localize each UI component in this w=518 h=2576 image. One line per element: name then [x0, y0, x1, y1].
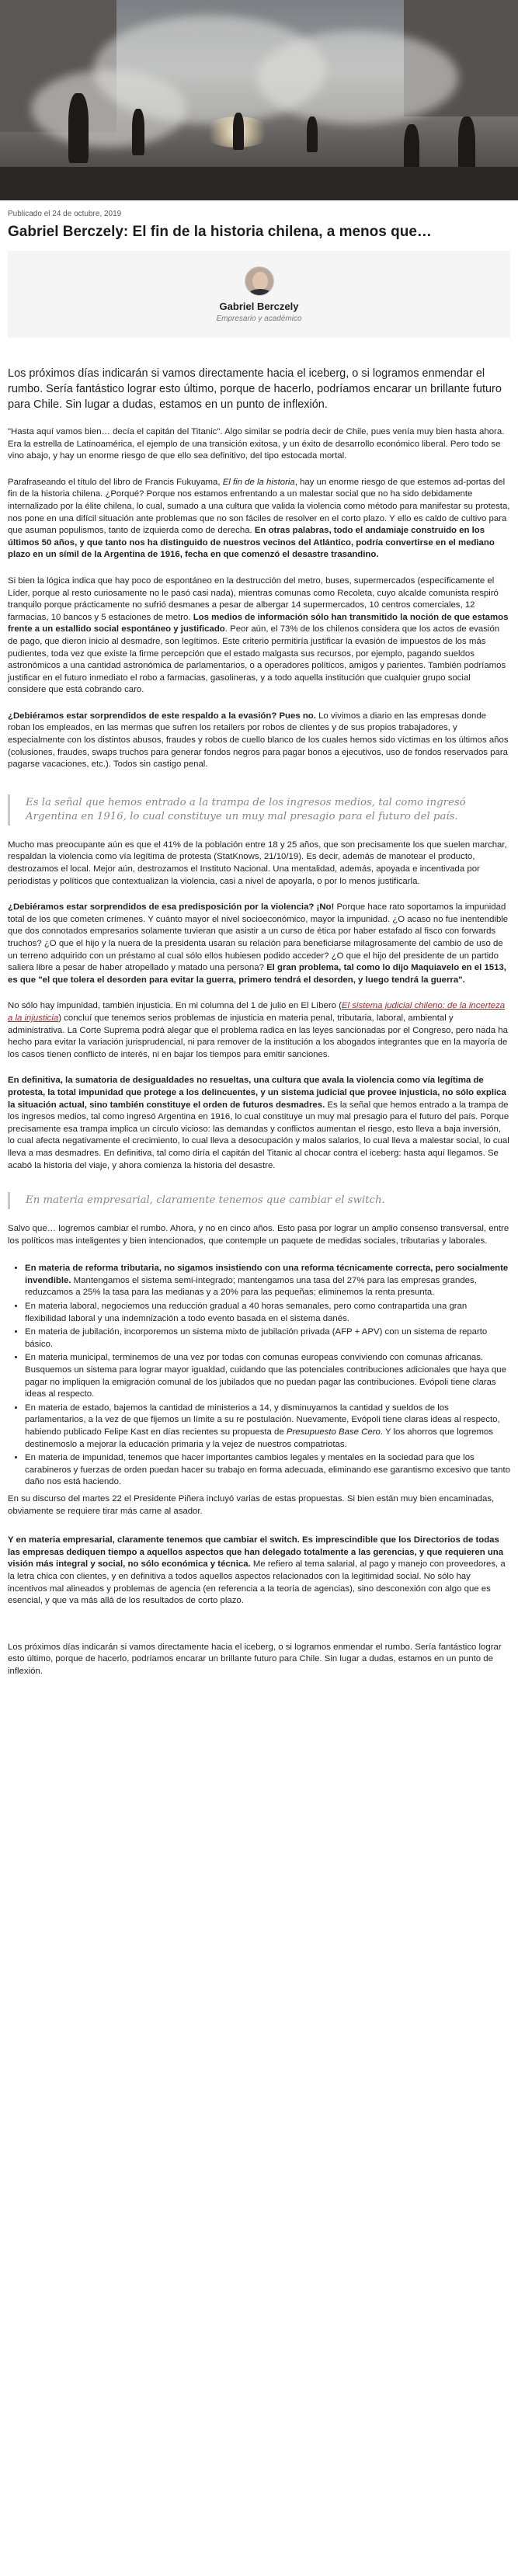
- pull-quote: Es la señal que hemos entrado a la trampa de los ingresos medios, tal como ingresó Argentina en 1916, lo cual constituye un muy mal presagio para el futuro del país.: [8, 794, 510, 826]
- column-link[interactable]: El sistema judicial chileno: de la incerteza a la injusticia: [8, 1001, 506, 1023]
- paragraph: Si bien la lógica indica que hay poco de espontáneo en la destrucción del metro, buses, supermercados (específicamente el Líder, porque al resto curiosamente no le pasó casi nada), mientras comunas como Recoleta, cuyo alcalde comunista respiró tranquilo porque prácticamente no sufrió desmanes a pesar de albergar 14 supermercados, 10 centros comerciales, 12 farmacias, 10 bancos y 5 estaciones de metro. Los medios de información sólo han transmitido la noción de que estamos frente a un estallido social espontáneo y justificado. Peor aún, el 73% de los chilenos considera que los actos de evasión de pago, que dieron inicio al desmadre, son legítimos. Este criterio permitiría justificar la evasión de impuestos de los más pudientes, toda vez que existe la firme percepción que el estado malgasta sus recursos, por ejemplo, pagando sueldos astronómicos a una cantidad astronómica de parlamentarios, o a operadores políticos, amigos y parientes. También podríamos justificar en el futuro inmediato el robo a farmacias, gasolineras, y a todo aquella institución que cualquier grupo social considere que está cobrando caro.: [8, 575, 509, 695]
- list-item: • En materia municipal, terminemos de una vez por todas con comunas europeas conviviendo con comunas africanas. Busquemos un sistema para lograr mayor igualdad, cuidando que las potenciales contribuciones adicionales que haya que pagar no impliquen la emigración comunal de los jubilados que no puedan pagar las contribuciones. Evópoli tiene claras ideas al respecto.: [25, 1352, 510, 1400]
- paragraph: Y en materia empresarial, claramente tenemos que cambiar el switch. Es imprescindible que los Directorios de todas las empresas dediquen tiempo a aquellos aspectos que han delegado totalmente a las gerencias, y que requieren una visión más integral y social, no sólo económica y técnica. Me refiero al tema salarial, al pago y manejo con proveedores, a la letra chica con clientes, y en definitiva a todos aquellos aspectos relacionados con la legitimidad social. No sólo hay incentivos mal alineados y problemas de agencia (en referencia a la teoría de agencias), sino desconexión con algo que es esencial, y que va más allá de los resultados de corto plazo.: [8, 1535, 506, 1606]
- street: [0, 167, 518, 200]
- article: [0, 210, 518, 1702]
- paragraph: Salvo que… logremos cambiar el rumbo. Ahora, y no en cinco años. Esto pasa por lograr un amplio consenso transversal, entre los políticos mas inteligentes y bien intencionados, que contemple un paquete de medidas sociales, tributarias y laborales.: [8, 1224, 509, 1246]
- avatar[interactable]: [245, 266, 274, 296]
- paragraph: "Hasta aquí vamos bien… decía el capitán del Titanic". Algo similar se podría decir de Chile, pues venía muy bien hasta ahora. Era la estrella de Latinoamérica, el ejemplo de una transición exitosa, y un éxito de desarrollo económico liberal. Pero todo se vino abajo, y hay un enorme riesgo de que ello sea definitivo, del tipo estocada mortal.: [8, 427, 505, 461]
- paragraph: En su discurso del martes 22 el Presidente Piñera incluyó varias de estas propuestas. Si bien están muy bien encaminadas, obviamente se requiere tirar más carne al asador.: [8, 1493, 495, 1516]
- list-item: • En materia laboral, negociemos una reducción gradual a 40 horas semanales, pero como contrapartida una gran flexibilidad laboral y una indemnización a todo evento basada en el sistema danés.: [25, 1301, 510, 1325]
- list-item: • En materia de reforma tributaria, no sigamos insistiendo con una reforma técnicamente correcta, pero socialmente invendible. Mantengamos el sistema semi-integrado; mantengamos una tasa del 27% para las empresas grandes, reduzcamos a 25% la tasa para las medianas y a 20% para las pequeñas; eliminemos la renta presunta.: [25, 1263, 510, 1299]
- list-item: • En materia de estado, bajemos la cantidad de ministerios a 14, y disminuyamos la cantidad y sueldos de los parlamentarios, a la vez de que fijemos un límite a su re postulación. Nuevamente, Evópoli tiene claras ideas al respecto, habiendo publicado Felipe Kast en días recientes su propuesta de Presupuesto Base Cero. Y los ahorros que logremos destinemoslo a mejorar la educación primaria y la vejez de nuestros compatriotas.: [25, 1403, 510, 1451]
- publish-date: Publicado el 24 de octubre, 2019: [8, 210, 122, 218]
- book-title: El fin de la historia: [222, 477, 295, 487]
- article-lead: Los próximos días indicarán si vamos directamente hacia el iceberg, o si logramos enmendar el rumbo. Sería fantástico lograr esto último, porque de hacerlo, podríamos encarar un brillante futuro para Chile. Sin lugar a dudas, estamos en un punto de inflexión.: [8, 367, 502, 411]
- paragraph: ¿Debiéramos estar sorprendidos de esa predisposición por la violencia? ¡No! Porque hace rato soportamos la impunidad total de los que cometen crímenes. Y cuánto mayor el nivel socioeconómico, mayor la impunidad. ¿O acaso no fue inentendible que dos connotados empresarios solamente tuvieran que asistir a un curso de ética por haber estafado al fisco con forwards truchos? ¿O que el hijo y la nuera de la presidenta usaran su relación para beneficiarse milagrosamente del cambio de uso de un terreno adquirido con un préstamo al cual sólo ellos hubiesen podido acceder? ¿O que el hijo del presidente de un partido saliera libre a pesar de haber atropellado y matado una persona? El gran problema, tal como lo dijo Maquiavelo en el 1513, es que "el que tolera el desorden para evitar la guerra, primero tendrá el desorden, y luego tendrá la guerra".: [8, 902, 509, 985]
- author-name[interactable]: Gabriel Berczely: [219, 300, 299, 312]
- paragraph: Mucho mas preocupante aún es que el 41% de la población entre 18 y 25 años, que son precisamente los que suelen marchar, respaldan la violencia como vía legítima de protesta (StatKnows, 21/10/19). Es decir, además de manotear el producto, destrozamos el local. Mejor aún, destrozamos el Instituto Nacional. Una mentalidad, además, apoyada e incentivada por periodistas y políticos que contextualizan la violencia, casi a nivel de apoyarla, o por lo menos justificarla.: [8, 840, 507, 886]
- closing-paragraph: Los próximos días indicarán si vamos directamente hacia el iceberg, o si logramos enmendar el rumbo. Sería fantástico lograr esto último, porque de hacerlo, podríamos encarar un brillante futuro para Chile. Sin lugar a dudas, estamos en un punto de inflexión.: [8, 1642, 502, 1676]
- paragraph: En definitiva, la sumatoria de desigualdades no resueltas, una cultura que avala la violencia como vía legítima de protesta, la total impunidad que protege a los delincuentes, y un sistema judicial que provee injusticia, no sólo explica la situación actual, sino también constituye el orden de futuros desmadres. Es la señal que hemos entrado a la trampa de los ingresos medios, tal como ingresó Argentina en 1916, lo cual constituye un muy mal presagio para el futuro del país. Porque precisamente esa trampa implica un círculo vicioso: las demandas y conflictos aumentan el riesgo, esto lleva a baja inversión, lo cual afecta negativamente el crecimiento, lo cual lleva a desocupación y malos salarios, lo cual lleva a malestar social, lo cual lleva a mas desmadres. En definitiva, tal como diría el capitán del Titanic al chocar contra el iceberg: hasta aquí llegamos. Se acabó la historia del viaje, y ahora comienza la historia del desastre.: [8, 1076, 509, 1170]
- author-box: [8, 251, 510, 338]
- list-item: • En materia de jubilación, incorporemos un sistema mixto de jubilación privada (AFP + APV) con un sistema de reparto básico.: [25, 1326, 510, 1351]
- list-item: • En materia de impunidad, tenemos que hacer importantes cambios legales y mentales en la sociedad para que los carabineros y fuerzas de orden puedan hacer su trabajo en forma adecuada, eliminando ese garantismo excesivo que tanto daño nos está haciendo.: [25, 1452, 510, 1489]
- proposals-list: [8, 1263, 510, 1489]
- hero-image: [0, 0, 518, 200]
- pull-quote: En materia empresarial, claramente tenemos que cambiar el switch.: [8, 1192, 510, 1209]
- paragraph: ¿Debiéramos estar sorprendidos de este respaldo a la evasión? Pues no. Lo vivimos a diario en las empresas donde roban los empleados, en las mermas que sufren los retailers por robos de clientes y de sus propios trabajadores, y especialmente con los distintos abusos, fraudes y robos de cuello blanco de los cuales hemos sido víctimas en los últimos años (colusiones, fraudes, swaps truchos para generar fondos negros para pagar bonos a ejecutivos, uso de fondos reservados para pagarse vacaciones, etc.). Todos sin castigo penal.: [8, 711, 509, 770]
- paragraph: Parafraseando el título del libro de Francis Fukuyama, El fin de la historia, hay un enorme riesgo de que estemos ad-portas del fin de la historia chilena. ¿Porqué? Porque nos estamos enfrentando a un malestar social que no ha sido debidamente internalizado por la élite chilena, lo cual, sumado a una cultura que valida la violencia como método para manifestar su protesta, nos pone en una difícil situación ante problemas que no son fáciles de resolver en el corto plazo. Y ello es caldo de cultivo para que asuman populismos, tanto de izquierda como de derecha. En otras palabras, todo el andamiaje construido en los últimos 50 años, y que tanto nos ha distinguido de nuestros vecinos del Atlántico, podría convertirse en el mediano plazo en un símil de la Argentina de 1916, fecha en que comenzó el desastre trasandino.: [8, 477, 510, 560]
- paragraph: No sólo hay impunidad, también injusticia. En mi columna del 1 de julio en El Líbero (El sistema judicial chileno: de la incerteza a la injusticia) concluí que tenemos serios problemas de injusticia en materia penal, tributaria, laboral, ambiental y administrativa. La Corte Suprema podrá alegar que el problema radica en las leyes sancionadas por el Congreso, pero nada ha hecho para evitar la variación jurisprudencial, ni para remover de la institución a los abogados integrantes que en la mayoría de los casos tienen conflicto de interés, ni en bajar los tiempos para emitir sanciones.: [8, 1001, 508, 1059]
- author-role: Empresario y académico: [216, 314, 302, 323]
- article-title: Gabriel Berczely: El fin de la historia chilena, a menos que…: [8, 224, 432, 240]
